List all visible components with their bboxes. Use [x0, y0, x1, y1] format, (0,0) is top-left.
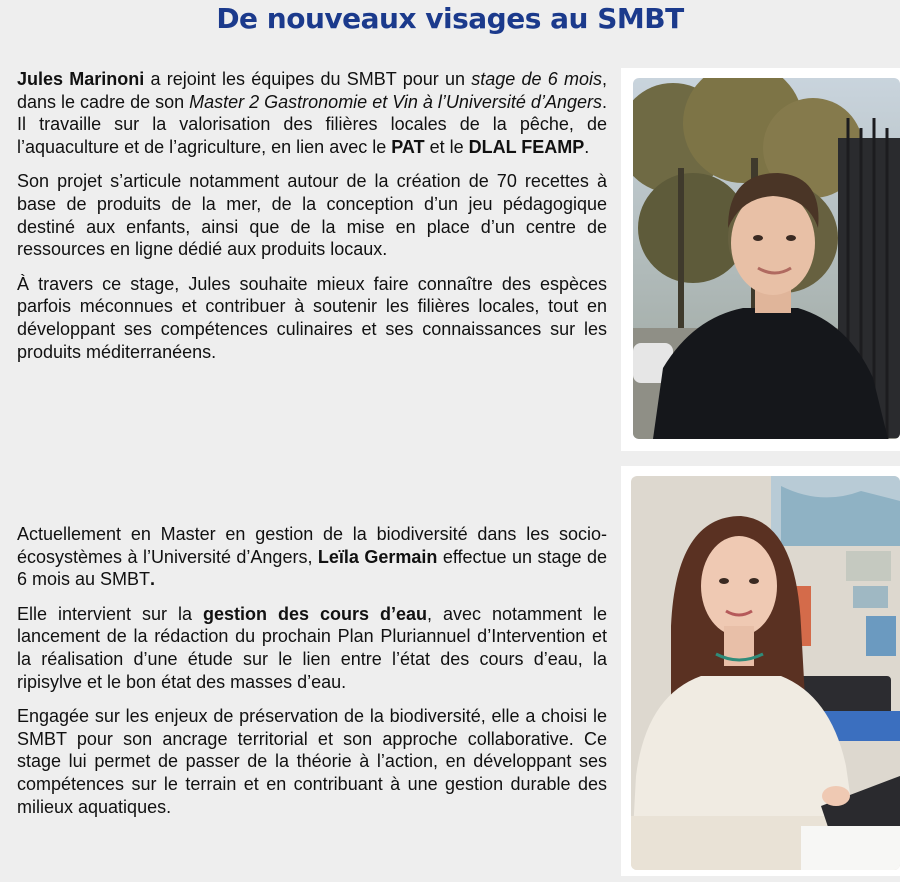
text-run: Actuellement en Master en gestion de la biodiversité dans les socio-écosystèmes à l’Université d’Angers,: [17, 524, 607, 567]
text-run: et le: [424, 136, 469, 157]
paragraph: [17, 273, 607, 363]
text-run: effectue un stage de 6 mois au SMBT: [17, 546, 607, 590]
text-run: .: [150, 569, 156, 590]
portrait-image: [631, 476, 900, 870]
text-run: , dans le cadre de son: [17, 69, 608, 112]
text-run: DLAL FEAMP: [468, 136, 585, 157]
text-run: PAT: [391, 136, 425, 157]
text-run: Jules Marinoni: [17, 69, 145, 89]
text-run: . Il travaille sur la valorisation des filières locales de la pêche, de l’aquaculture et de l’agriculture, en lien avec le: [17, 91, 607, 157]
jules-marinoni-photo: [621, 68, 900, 451]
paragraph: [17, 170, 607, 260]
text-run: Engagée sur les enjeux de préservation de la biodiversité, elle a choisi le SMBT pour son ancrage territorial et son approche collaborative. Ce stage lui permet de passer de la théorie à l’action, en développant ses compétences sur le terrain et en contribuant à une gestion durable des milieux aquatiques.: [17, 706, 607, 817]
text-run: .: [584, 136, 590, 157]
portrait-image: [633, 78, 900, 439]
leila-germain-text: [17, 523, 607, 830]
text-run: Son projet s’articule notamment autour de la création de 70 recettes à base de produits de la mer, de la conception d’un jeu pédagogique destiné aux enfants, ainsi que de la mise en place d’un centre de ressources en ligne dédié aux produits locaux.: [17, 171, 607, 260]
text-run: gestion des cours d’eau: [202, 603, 427, 624]
text-run: À travers ce stage, Jules souhaite mieux faire connaître des espèces parfois méconnues et contribuer à soutenir les filières locales, tout en développant ses compétences culinaires et ses connaissances sur les produits méditerranéens.: [17, 273, 607, 362]
text-run: Master 2 Gastronomie et Vin à l’Université d’Angers: [189, 91, 602, 112]
leila-germain-photo: [621, 466, 900, 876]
paragraph: [17, 705, 607, 818]
text-run: , avec notamment le lancement de la rédaction du prochain Plan Pluriannuel d’Intervention et la réalisation d’une étude sur le lien entre l’état des cours d’eau, la ripisylve et le bon état des masses d’eau.: [17, 603, 607, 692]
jules-marinoni-text: [17, 68, 607, 375]
paragraph: [17, 68, 607, 158]
paragraph: [17, 603, 607, 693]
paragraph: [17, 523, 607, 591]
page-title: De nouveaux visages au SMBT: [216, 2, 684, 35]
text-run: Leïla Germain: [317, 546, 438, 567]
text-run: stage de 6 mois: [471, 69, 602, 89]
text-run: Elle intervient sur la: [17, 603, 203, 624]
text-run: a rejoint les équipes du SMBT pour un: [144, 69, 472, 89]
